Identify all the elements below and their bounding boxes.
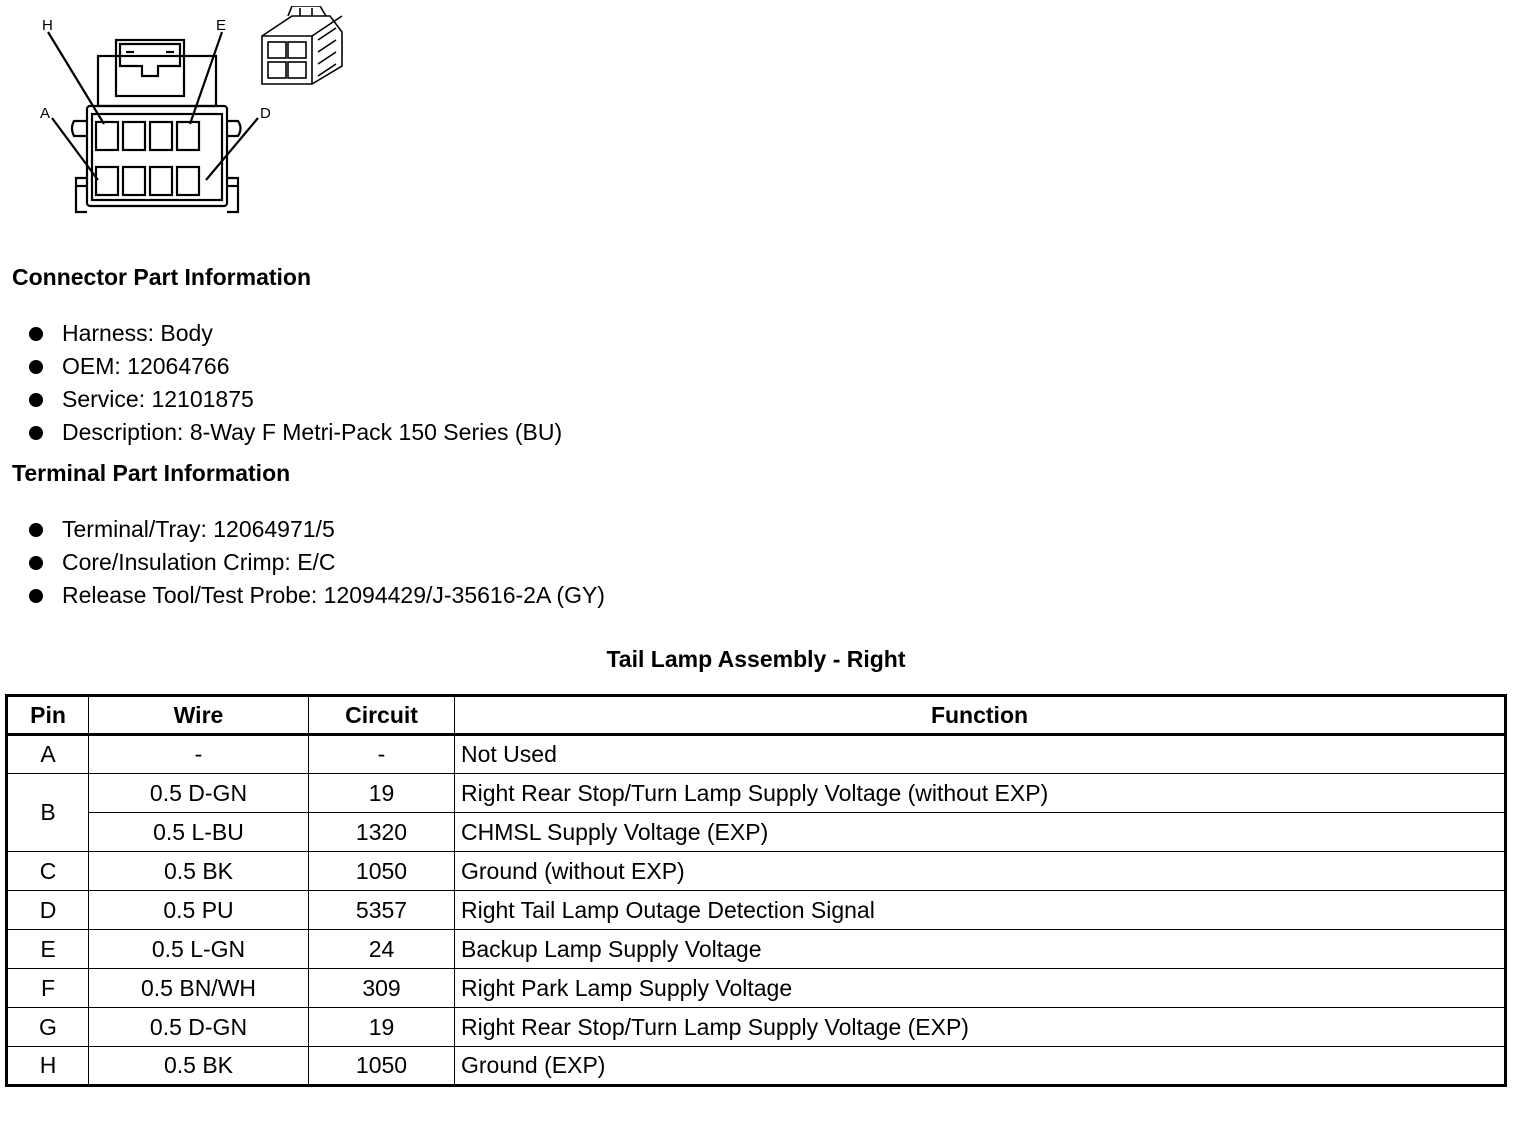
pin-label-e: E (216, 17, 227, 34)
wire-cell: 0.5 L-GN (89, 930, 309, 969)
wire-cell: 0.5 BN/WH (89, 969, 309, 1008)
wire-cell: - (89, 735, 309, 774)
pin-label-h: H (42, 17, 53, 34)
table-row (7, 1047, 1506, 1086)
bullet-icon (29, 393, 43, 407)
wire-cell: 0.5 D-GN (89, 1008, 309, 1047)
cavity-c (150, 167, 172, 195)
cavity-e (177, 122, 199, 150)
function-cell: Not Used (455, 735, 1506, 774)
list-item: OEM: 12064766 (28, 350, 562, 383)
terminal-part-list (28, 513, 605, 612)
function-cell: CHMSL Supply Voltage (EXP) (455, 813, 1506, 852)
function-cell: Ground (without EXP) (455, 852, 1506, 891)
table-row (7, 1008, 1506, 1047)
connector-part-heading: Connector Part Information (12, 264, 312, 290)
table-row (7, 930, 1506, 969)
wire-cell: 0.5 L-BU (89, 813, 309, 852)
cavity-a (96, 167, 118, 195)
circuit-cell: 1320 (309, 813, 455, 852)
connector-part-list (28, 317, 562, 449)
list-item: Terminal/Tray: 12064971/5 (28, 513, 605, 546)
table-row (7, 774, 1506, 813)
circuit-cell: 1050 (309, 852, 455, 891)
function-cell: Right Park Lamp Supply Voltage (455, 969, 1506, 1008)
bullet-icon (29, 360, 43, 374)
table-row (7, 891, 1506, 930)
table-row (7, 735, 1506, 774)
circuit-cell: 19 (309, 774, 455, 813)
pinout-table (5, 694, 1507, 1087)
pin-label-d: D (260, 105, 271, 122)
list-item: Release Tool/Test Probe: 12094429/J-35616-2A (GY) (28, 579, 605, 612)
wire-cell: 0.5 BK (89, 1047, 309, 1086)
connector-latch (116, 40, 184, 96)
wire-cell: 0.5 PU (89, 891, 309, 930)
connector-isometric-icon (262, 6, 342, 84)
bullet-icon (29, 426, 43, 440)
pin-cell: F (7, 969, 89, 1008)
function-cell: Ground (EXP) (455, 1047, 1506, 1086)
pin-cell: D (7, 891, 89, 930)
header-circuit: Circuit (309, 696, 455, 735)
wire-cell: 0.5 D-GN (89, 774, 309, 813)
cavity-b (123, 167, 145, 195)
circuit-cell: 1050 (309, 1047, 455, 1086)
list-item: Description: 8-Way F Metri-Pack 150 Series (BU) (28, 416, 562, 449)
pin-cell: B (7, 774, 89, 852)
list-item: Service: 12101875 (28, 383, 562, 416)
cavity-g (123, 122, 145, 150)
bullet-icon (29, 589, 43, 603)
pin-cell: C (7, 852, 89, 891)
bullet-icon (29, 327, 43, 341)
cavity-d (177, 167, 199, 195)
table-title: Tail Lamp Assembly - Right (606, 646, 906, 672)
table-row (7, 852, 1506, 891)
function-cell: Right Tail Lamp Outage Detection Signal (455, 891, 1506, 930)
terminal-part-heading: Terminal Part Information (12, 460, 291, 486)
pin-cell: A (7, 735, 89, 774)
function-cell: Backup Lamp Supply Voltage (455, 930, 1506, 969)
table-row (7, 813, 1506, 852)
header-wire: Wire (89, 696, 309, 735)
circuit-cell: 19 (309, 1008, 455, 1047)
list-item: Harness: Body (28, 317, 562, 350)
cavity-h (96, 122, 118, 150)
circuit-cell: 309 (309, 969, 455, 1008)
table-header-row (7, 696, 1506, 735)
function-cell: Right Rear Stop/Turn Lamp Supply Voltage (EXP) (455, 1008, 1506, 1047)
header-pin: Pin (7, 696, 89, 735)
list-item: Core/Insulation Crimp: E/C (28, 546, 605, 579)
pin-cell: H (7, 1047, 89, 1086)
wire-cell: 0.5 BK (89, 852, 309, 891)
circuit-cell: 24 (309, 930, 455, 969)
header-function: Function (455, 696, 1506, 735)
pin-label-a: A (40, 105, 51, 122)
cavity-f (150, 122, 172, 150)
bullet-icon (29, 523, 43, 537)
circuit-cell: 5357 (309, 891, 455, 930)
pin-cell: G (7, 1008, 89, 1047)
connector-face-diagram (30, 6, 360, 222)
table-row (7, 969, 1506, 1008)
pin-cell: E (7, 930, 89, 969)
function-cell: Right Rear Stop/Turn Lamp Supply Voltage (without EXP) (455, 774, 1506, 813)
circuit-cell: - (309, 735, 455, 774)
bullet-icon (29, 556, 43, 570)
